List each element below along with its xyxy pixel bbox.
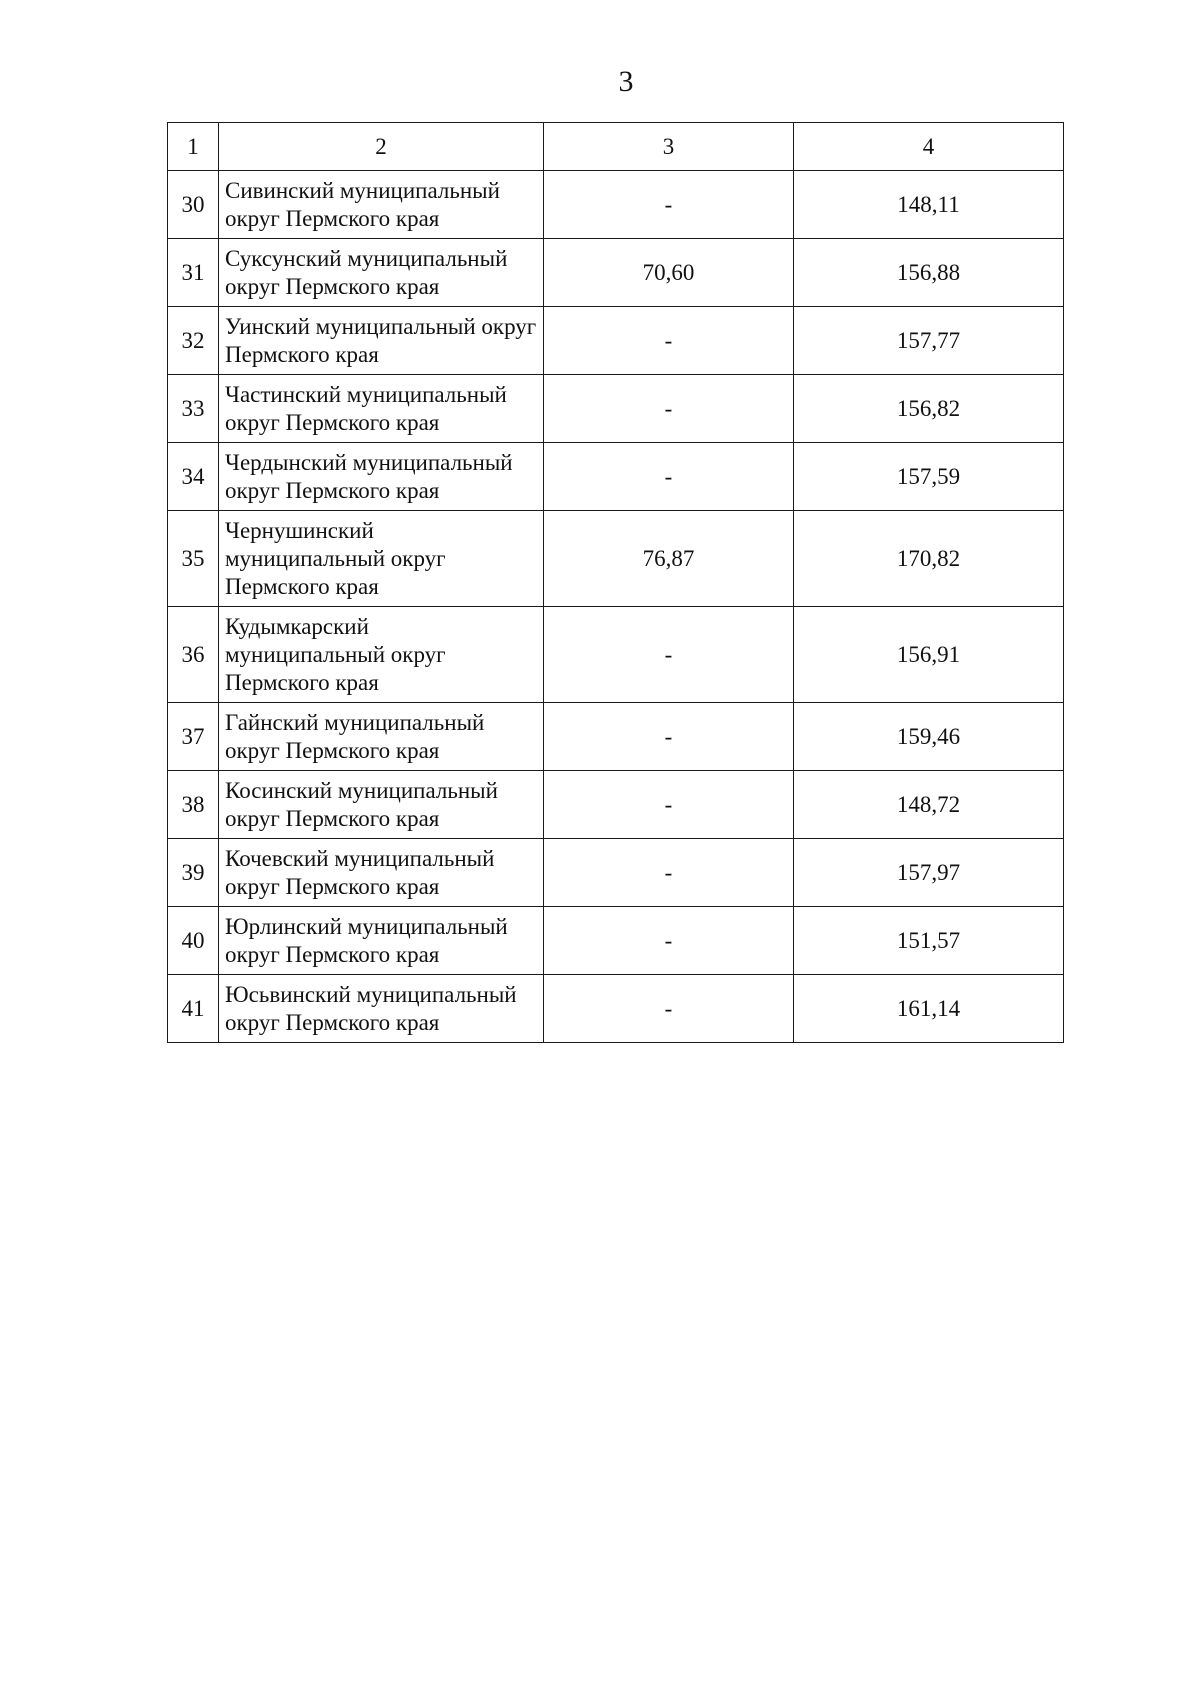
district-name: Юрлинский муниципальный округ Пермского края [219,907,544,975]
row-number: 35 [168,511,219,607]
column-4-value: 170,82 [794,511,1064,607]
table-row [168,307,1064,375]
row-number: 36 [168,607,219,703]
table-row [168,511,1064,607]
table-row [168,975,1064,1043]
column-4-value: 157,77 [794,307,1064,375]
column-4-value: 156,88 [794,239,1064,307]
column-3-value: - [544,771,794,839]
district-name: Чердынский муниципальный округ Пермского края [219,443,544,511]
row-number: 40 [168,907,219,975]
table-row [168,443,1064,511]
column-3-value: - [544,703,794,771]
column-4-value: 148,72 [794,771,1064,839]
district-name: Юсьвинский муниципальный округ Пермского края [219,975,544,1043]
district-name: Сивинский муниципальный округ Пермского края [219,171,544,239]
district-name: Чернушинский муниципальный округ Пермского края [219,511,544,607]
table-row [168,771,1064,839]
column-4-value: 159,46 [794,703,1064,771]
page-number: 3 [618,65,634,98]
column-3-value: - [544,171,794,239]
row-number: 39 [168,839,219,907]
table-row [168,907,1064,975]
column-4-value: 148,11 [794,171,1064,239]
column-4-value: 151,57 [794,907,1064,975]
column-header: 3 [544,123,794,171]
district-name: Частинский муниципальный округ Пермского края [219,375,544,443]
table-row [168,375,1064,443]
column-3-value: - [544,443,794,511]
column-3-value: - [544,375,794,443]
district-name: Суксунский муниципальный округ Пермского края [219,239,544,307]
column-3-value: - [544,607,794,703]
table-row [168,239,1064,307]
table-row [168,171,1064,239]
district-name: Косинский муниципальный округ Пермского края [219,771,544,839]
table-row [168,839,1064,907]
table-row [168,607,1064,703]
column-4-value: 157,97 [794,839,1064,907]
row-number: 33 [168,375,219,443]
column-header: 2 [219,123,544,171]
district-name: Кочевский муниципальный округ Пермского края [219,839,544,907]
row-number: 30 [168,171,219,239]
district-name: Уинский муниципальный округ Пермского края [219,307,544,375]
row-number: 38 [168,771,219,839]
data-table [167,122,1064,1043]
column-header: 4 [794,123,1064,171]
table-row [168,703,1064,771]
column-4-value: 161,14 [794,975,1064,1043]
column-3-value: 76,87 [544,511,794,607]
column-4-value: 156,91 [794,607,1064,703]
row-number: 34 [168,443,219,511]
district-name: Гайнский муниципальный округ Пермского края [219,703,544,771]
column-3-value: - [544,839,794,907]
column-3-value: 70,60 [544,239,794,307]
row-number: 32 [168,307,219,375]
column-3-value: - [544,975,794,1043]
column-3-value: - [544,907,794,975]
column-header: 1 [168,123,219,171]
column-4-value: 156,82 [794,375,1064,443]
row-number: 31 [168,239,219,307]
row-number: 41 [168,975,219,1043]
district-name: Кудымкарский муниципальный округ Пермского края [219,607,544,703]
row-number: 37 [168,703,219,771]
column-4-value: 157,59 [794,443,1064,511]
column-3-value: - [544,307,794,375]
table-header-row [168,123,1064,171]
